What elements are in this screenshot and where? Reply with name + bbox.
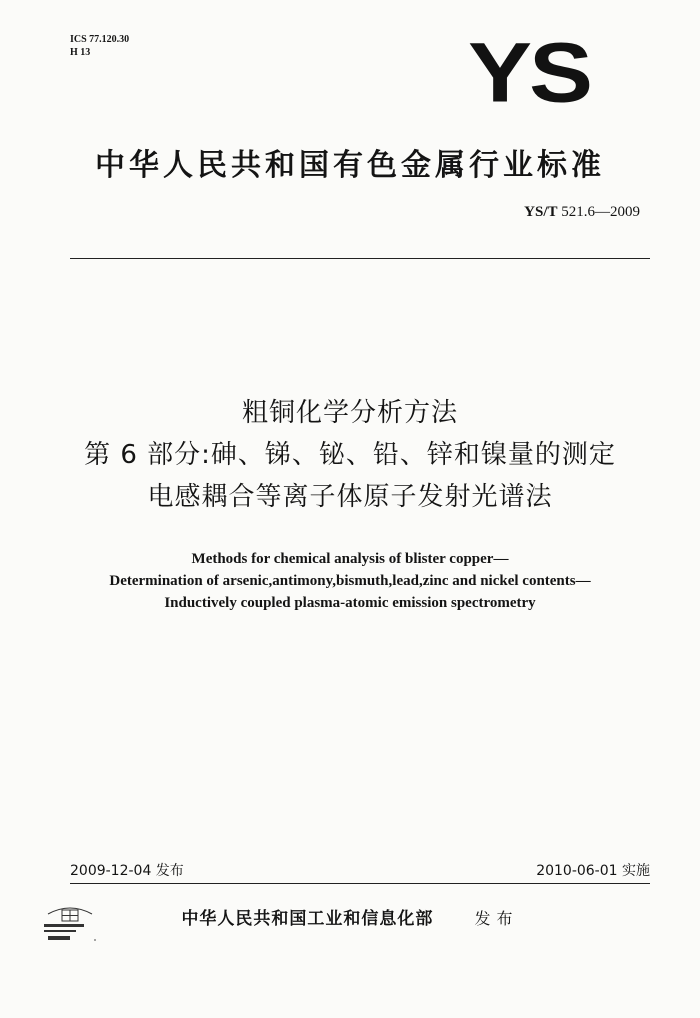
english-title-line-3: Inductively coupled plasma-atomic emission spectrometry (164, 595, 536, 611)
implementation-date: 2010-06-01 实施 (536, 863, 650, 879)
issuer-action: 发布 (474, 909, 519, 928)
english-title (0, 548, 700, 614)
issuer-name: 中华人民共和国工业和信息化部 (181, 909, 434, 929)
classification-codes (70, 33, 129, 59)
ccs-code: H 13 (70, 47, 91, 58)
ics-code: ICS 77.120.30 (70, 34, 130, 45)
chinese-title-line-3: 电感耦合等离子体原子发射光谱法 (147, 482, 553, 512)
standard-category-title: 中华人民共和国有色金属行业标准 (95, 148, 605, 183)
top-divider (70, 258, 650, 259)
chinese-title (0, 392, 700, 518)
issuer-line (0, 904, 700, 929)
bottom-divider (70, 883, 650, 884)
ys-logo: YS (468, 25, 591, 121)
standard-code (524, 204, 640, 221)
english-title-line-2: Determination of arsenic,antimony,bismuth,lead,zinc and nickel contents— (109, 573, 591, 589)
issue-date: 2009-12-04 发布 (70, 863, 184, 879)
chinese-title-line-2: 第 6 部分:砷、锑、铋、铅、锌和镍量的测定 (84, 440, 616, 470)
standard-code-number: 521.6—2009 (561, 204, 640, 220)
english-title-line-1: Methods for chemical analysis of blister copper— (191, 551, 509, 567)
standard-code-prefix: YS/T (524, 204, 558, 220)
chinese-title-line-1: 粗铜化学分析方法 (241, 398, 458, 428)
